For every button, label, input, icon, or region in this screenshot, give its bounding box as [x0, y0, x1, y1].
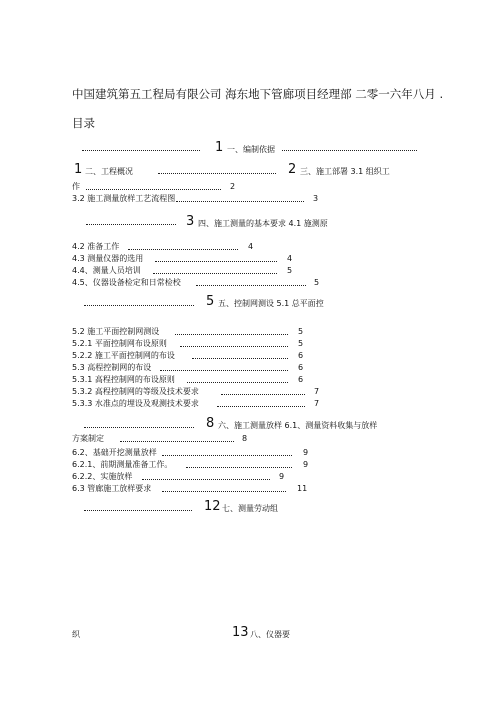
toc-leader-dots [282, 150, 417, 151]
toc-page-number: 4 [287, 254, 293, 263]
toc-entry: 方案制定 [72, 434, 104, 443]
toc-entry: 3.2 施工测量放样工艺流程图 [72, 194, 176, 203]
toc-page-number: 5 [206, 294, 215, 309]
toc-page-number: 9 [303, 460, 309, 469]
toc-page-number: 1 [74, 162, 83, 177]
toc-page-number: 6 [298, 375, 304, 384]
toc-leader-dots [86, 189, 221, 190]
toc-entry: 三、施工部署 3.1 组织工 [300, 167, 390, 176]
toc-page-number: 6 [298, 351, 304, 360]
toc-entry: 4.4、测量人员培训 [72, 266, 141, 275]
toc-leader-dots [176, 201, 304, 202]
toc-page-number: 9 [279, 472, 285, 481]
toc-page-number: 11 [297, 484, 308, 493]
toc-leader-dots [158, 173, 276, 174]
toc-leader-dots [84, 427, 194, 428]
toc-page-number: 5 [314, 278, 320, 287]
toc-entry: 五、控制网测设 5.1 总平面控 [218, 299, 324, 308]
toc-leader-dots [221, 394, 305, 395]
toc-leader-dots [142, 479, 270, 480]
toc-entry: 6.3 管廊施工放样要求 [72, 484, 152, 493]
toc-page-number: 7 [314, 399, 320, 408]
toc-entry: 4.5、仪器设备检定和日常检校 [72, 278, 181, 287]
toc-leader-dots [217, 406, 305, 407]
toc-entry: 织 [72, 630, 80, 639]
toc-leader-dots [196, 285, 306, 286]
toc-leader-dots [82, 150, 200, 151]
toc-entry: 二、工程概况 [85, 167, 133, 176]
toc-page-number: 7 [314, 387, 320, 396]
toc-entry: 6.2.1、前期测量准备工作。 [72, 460, 173, 469]
toc-entry: 4.2 准备工作 [72, 242, 120, 251]
toc-entry: 5.3 高程控制网的布设 [72, 363, 152, 372]
toc-leader-dots [175, 334, 288, 335]
toc-entry: 七、测量劳动组 [222, 504, 278, 513]
toc-leader-dots [153, 273, 277, 274]
toc-entry: 4.3 测量仪器的选用 [72, 254, 144, 263]
toc-leader-dots [120, 441, 234, 442]
toc-leader-dots [186, 467, 292, 468]
toc-entry: 一、编制依据 [227, 145, 275, 154]
toc-entry: 作 [72, 182, 80, 191]
toc-leader-dots [86, 224, 176, 225]
toc-leader-dots [180, 346, 288, 347]
toc-page-number: 3 [313, 194, 319, 203]
toc-entry: 5.3.1 高程控制网的布设原则 [72, 375, 175, 384]
toc-leader-dots [128, 249, 238, 250]
toc-leader-dots [192, 358, 288, 359]
toc-entry: 六、施工测量放样 6.1、测量资料收集与放样 [218, 421, 378, 430]
toc-page-number: 5 [298, 327, 304, 336]
toc-page-number: 5 [298, 339, 304, 348]
toc-leader-dots [84, 305, 194, 306]
toc-page-number: 1 [215, 140, 224, 155]
toc-title: 目录 [72, 116, 95, 130]
toc-entry: 四、施工测量的基本要求 4.1 施测原 [198, 219, 328, 228]
toc-leader-dots [155, 261, 277, 262]
toc-entry: 5.2.1 平面控制网布设原则 [72, 339, 167, 348]
toc-page-number: 5 [287, 266, 293, 275]
toc-page-number: 9 [303, 448, 309, 457]
toc-leader-dots [162, 491, 286, 492]
toc-leader-dots [162, 455, 292, 456]
toc-page-number: 6 [298, 363, 304, 372]
toc-page-number: 13 [232, 625, 249, 640]
toc-entry: 5.3.3 水准点的埋设及观测技术要求 [72, 399, 199, 408]
toc-entry: 6.2.2、实施放样 [72, 472, 133, 481]
toc-entry: 5.2.2 施工平面控制网的布设 [72, 351, 175, 360]
toc-entry: 八、仪器要 [250, 630, 290, 639]
toc-leader-dots [160, 370, 288, 371]
toc-entry: 5.3.2 高程控制网的等级及技术要求 [72, 387, 199, 396]
toc-page-number: 12 [204, 499, 221, 514]
toc-leader-dots [187, 382, 288, 383]
organization-line: 中国建筑第五工程局有限公司 海东地下管廊项目经理部 二零一六年八月 . [72, 87, 444, 101]
toc-page-number: 2 [230, 182, 236, 191]
toc-page-number: 4 [248, 242, 254, 251]
toc-page-number: 2 [288, 162, 297, 177]
toc-leader-dots [84, 510, 192, 511]
toc-entry: 6.2、基础开挖测量放样 [72, 448, 157, 457]
toc-page-number: 3 [186, 214, 195, 229]
toc-page-number: 8 [242, 434, 248, 443]
toc-entry: 5.2 施工平面控制网测设 [72, 327, 160, 336]
toc-page-number: 8 [206, 416, 215, 431]
